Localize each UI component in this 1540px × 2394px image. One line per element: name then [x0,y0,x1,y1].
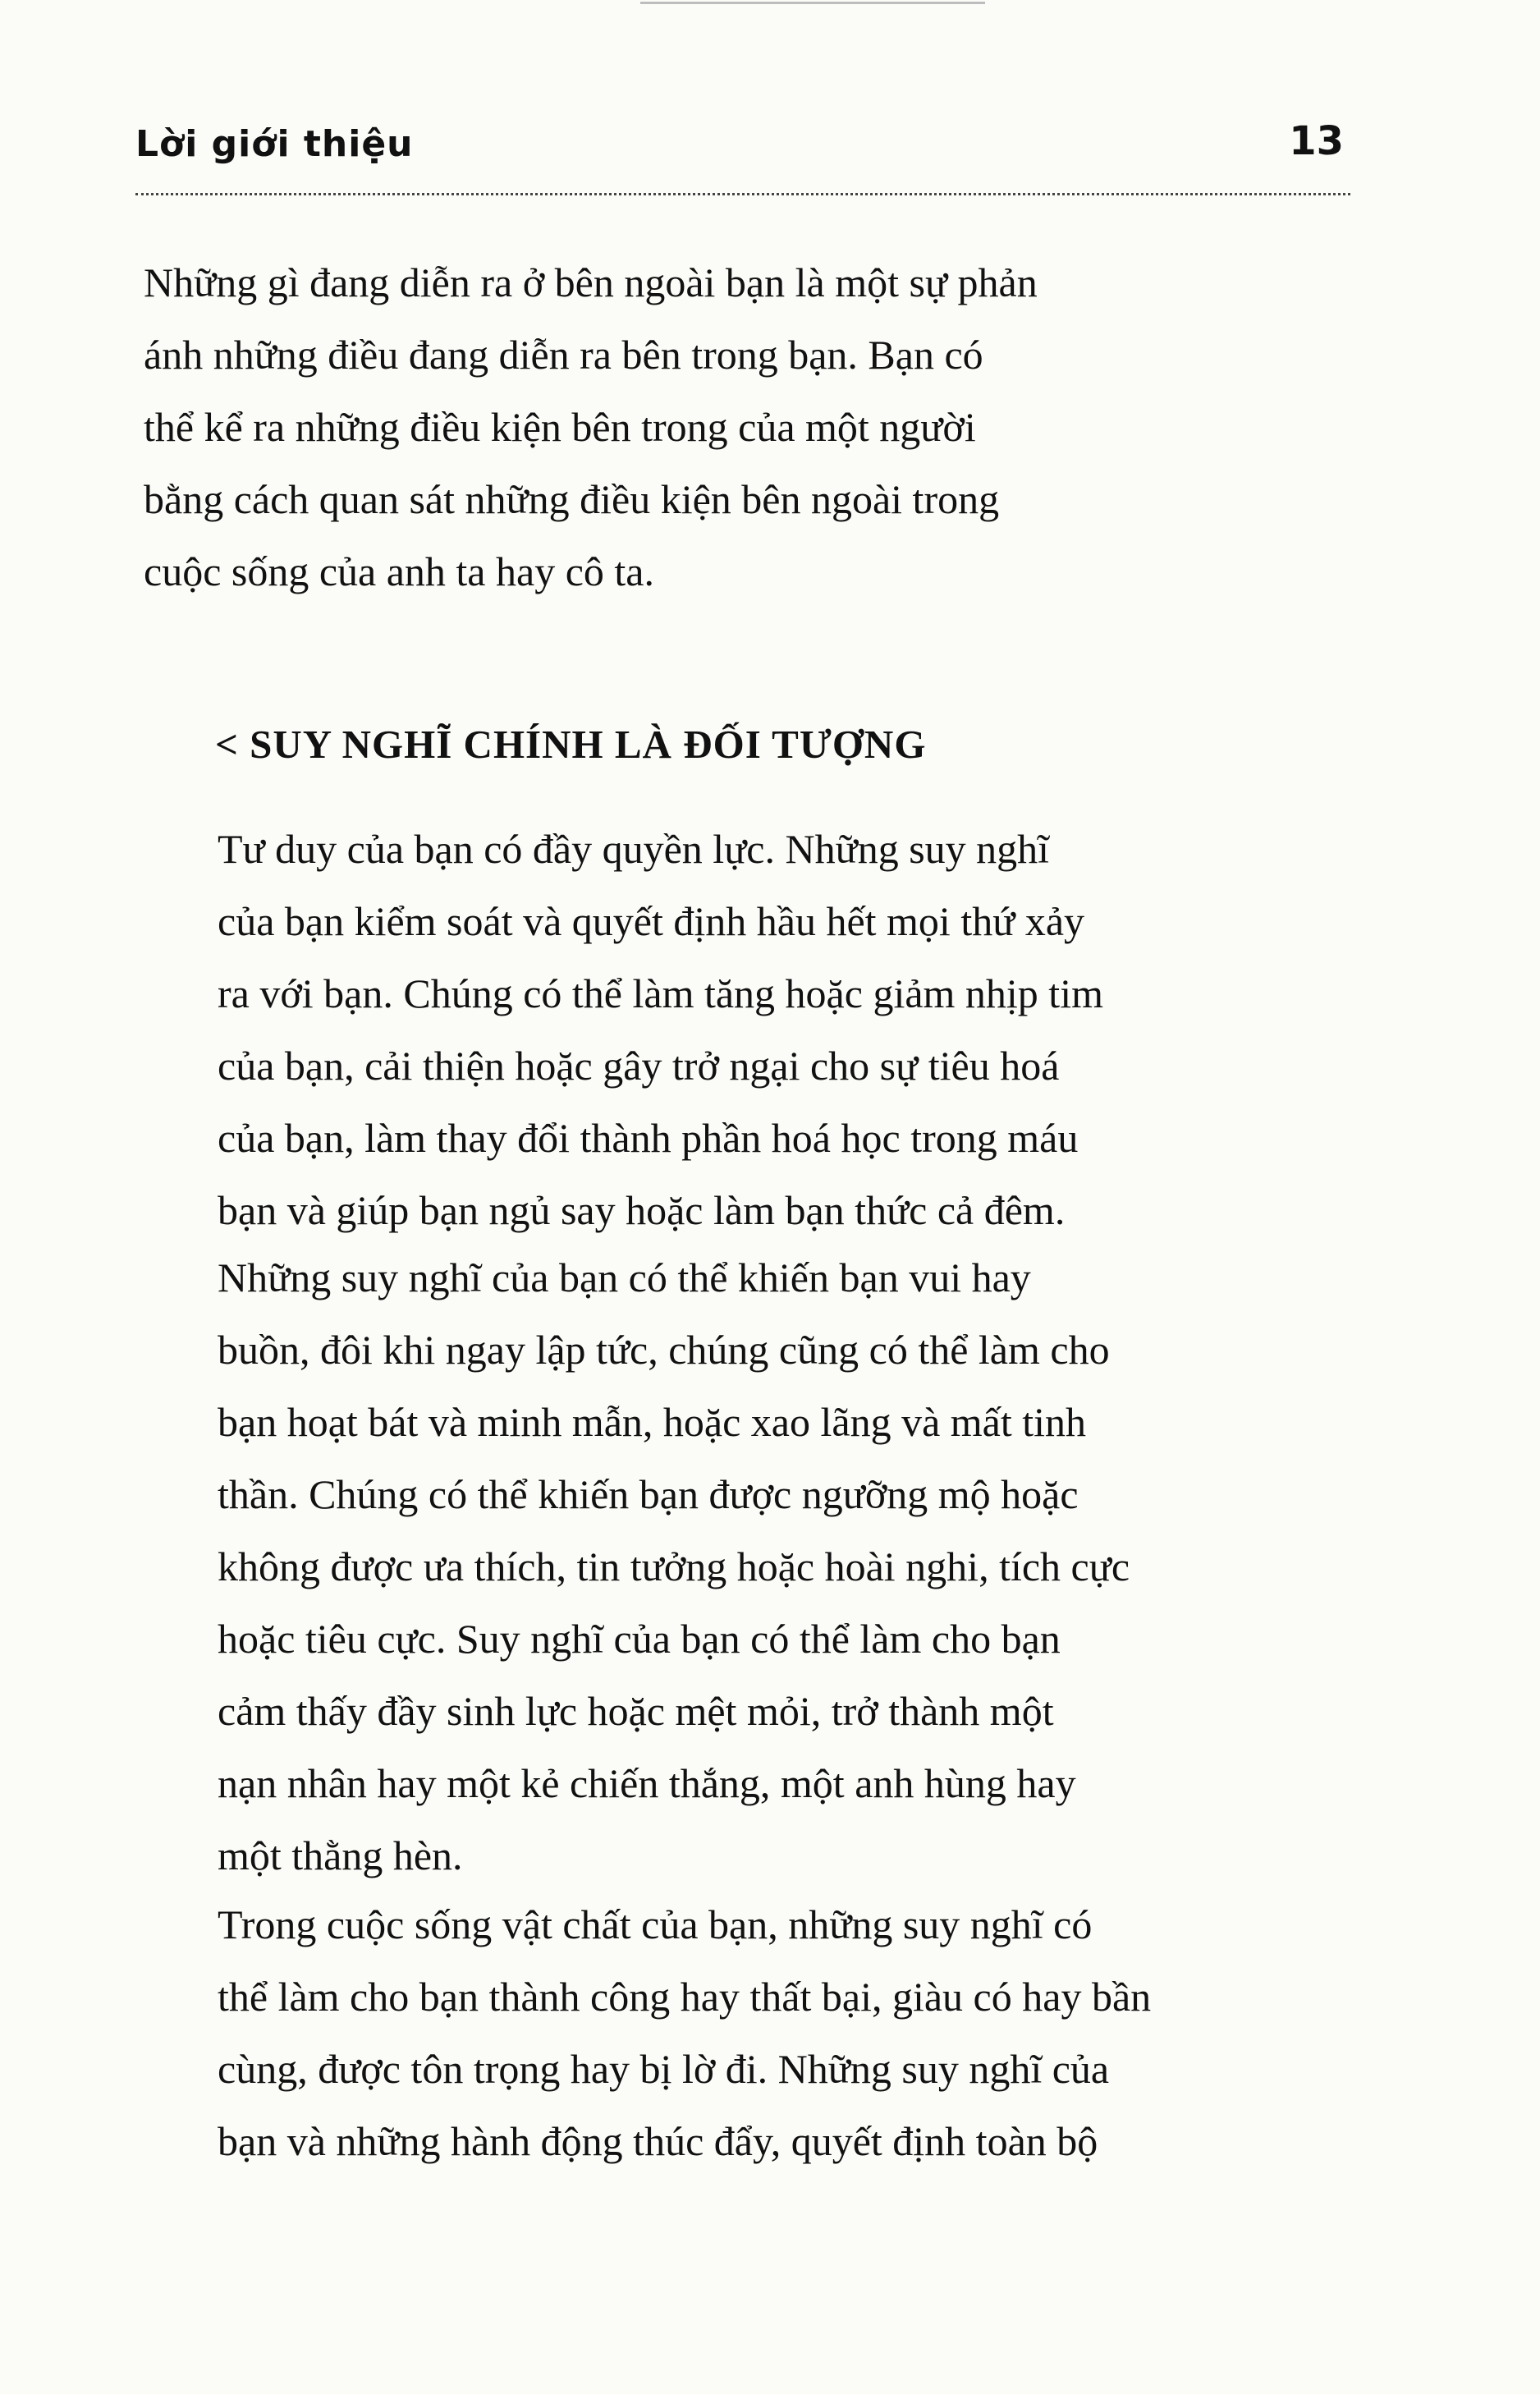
intro-paragraph [144,246,1350,608]
running-head-dotted-rule [135,193,1350,195]
text-line: bằng cách quan sát những điều kiện bên ngoài trong [144,476,1000,522]
running-head-title: Lời giới thiệu [135,123,414,165]
text-line: bạn và giúp bạn ngủ say hoặc làm bạn thức cả đêm. [218,1187,1066,1233]
text-line: ánh những điều đang diễn ra bên trong bạn. Bạn có [144,332,983,378]
text-line: buồn, đôi khi ngay lập tức, chúng cũng có thể làm cho [218,1327,1110,1373]
text-line: Những gì đang diễn ra ở bên ngoài bạn là một sự phản [144,259,1038,305]
text-line: Trong cuộc sống vật chất của bạn, những suy nghĩ có [218,1901,1093,1947]
text-line: thần. Chúng có thể khiến bạn được ngưỡng mộ hoặc [218,1471,1079,1517]
page-number: 13 [1289,118,1344,164]
text-line: cuộc sống của anh ta hay cô ta. [144,548,654,594]
top-edge-rule [640,2,985,4]
text-line: Những suy nghĩ của bạn có thể khiến bạn vui hay [218,1254,1031,1300]
running-head [135,118,1350,189]
text-line: cùng, được tôn trọng hay bị lờ đi. Những suy nghĩ của [218,2046,1110,2092]
text-line: của bạn, làm thay đổi thành phần hoá học trong máu [218,1115,1079,1161]
text-line: ra với bạn. Chúng có thể làm tăng hoặc giảm nhịp tim [218,970,1103,1016]
text-line: hoặc tiêu cực. Suy nghĩ của bạn có thể làm cho bạn [218,1616,1061,1662]
text-line: cảm thấy đầy sinh lực hoặc mệt mỏi, trở thành một [218,1688,1054,1734]
text-line: Tư duy của bạn có đầy quyền lực. Những suy nghĩ [218,826,1050,872]
text-line: không được ưa thích, tin tưởng hoặc hoài nghi, tích cực [218,1543,1130,1589]
text-line: của bạn, cải thiện hoặc gây trở ngại cho sự tiêu hoá [218,1043,1060,1089]
section-paragraph-2 [144,1241,1350,1892]
text-line: của bạn kiểm soát và quyết định hầu hết mọi thứ xảy [218,898,1085,944]
section-heading: < SUY NGHĨ CHÍNH LÀ ĐỐI TƯỢNG [215,722,927,767]
text-line: thể làm cho bạn thành công hay thất bại, giàu có hay bần [218,1974,1152,2020]
text-line: bạn hoạt bát và minh mẫn, hoặc xao lãng và mất tinh [218,1399,1087,1445]
text-line: bạn và những hành động thúc đẩy, quyết định toàn bộ [218,2118,1098,2164]
text-line: nạn nhân hay một kẻ chiến thắng, một anh hùng hay [218,1760,1076,1806]
section-paragraph-1 [144,813,1350,1246]
section-paragraph-3 [144,1888,1350,2177]
text-line: một thằng hèn. [218,1832,463,1878]
text-line: thể kể ra những điều kiện bên trong của một người [144,404,976,450]
